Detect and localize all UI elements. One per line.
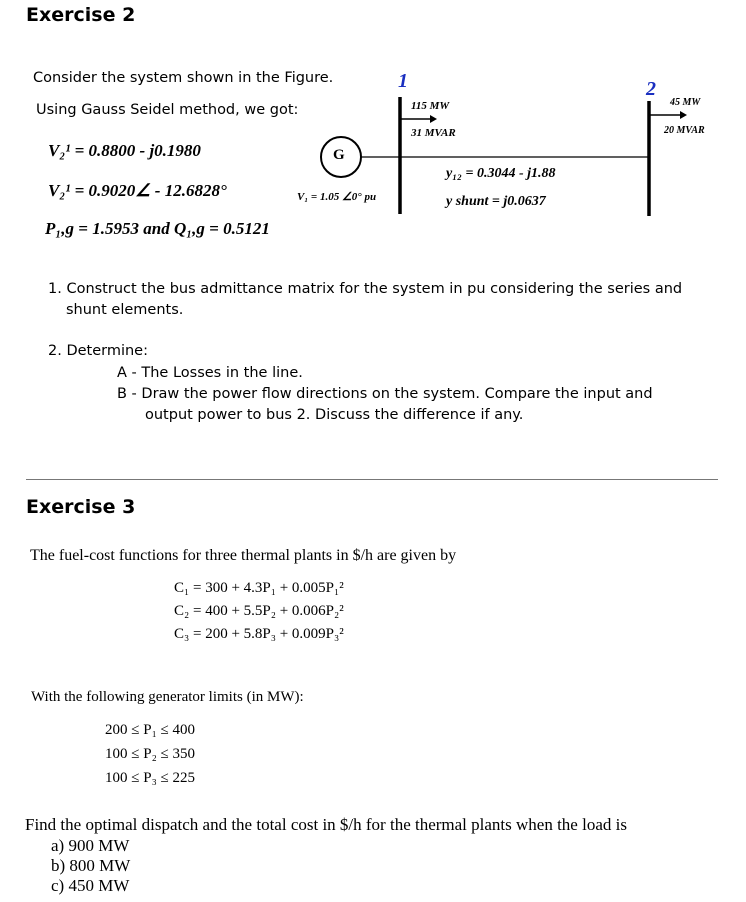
- section-divider: [26, 479, 718, 480]
- one-line-diagram: [0, 0, 746, 260]
- load-option-c: c) 450 MW: [51, 876, 130, 895]
- load-2-q: 20 MVAR: [664, 125, 705, 136]
- yshunt-label: y shunt = j0.0637: [446, 194, 546, 209]
- question-1-line-1: 1. Construct the bus admittance matrix for the system in pu considering the series and: [48, 281, 683, 297]
- question-2b-line-1: B - Draw the power flow directions on the system. Compare the input and: [117, 386, 653, 402]
- load-option-a: a) 900 MW: [51, 836, 130, 855]
- fuel-cost-intro: The fuel-cost functions for three thermal plants in $/h are given by: [30, 547, 457, 564]
- question-2a: A - The Losses in the line.: [117, 365, 303, 381]
- exercise-3-title: Exercise 3: [26, 496, 136, 518]
- v1-label: V₁ = 1.05 ∠0° pu: [297, 191, 377, 203]
- exercise-2-title: Exercise 2: [26, 4, 136, 26]
- load-option-b: b) 800 MW: [51, 856, 131, 875]
- y12-label: y₁₂ = 0.3044 - j1.88: [446, 166, 556, 181]
- equation-v2-polar: V₂¹ = 0.9020∠ - 12.6828°: [48, 181, 227, 200]
- generator-label: G: [333, 147, 345, 163]
- limit-p3: 100 ≤ P₃ ≤ 225: [105, 770, 196, 786]
- question-1-line-2: shunt elements.: [66, 302, 184, 318]
- find-text: Find the optimal dispatch and the total cost in $/h for the thermal plants when the load is: [25, 815, 627, 834]
- cost-function-1: C₁ = 300 + 4.3P₁ + 0.005P₁²: [174, 580, 344, 596]
- cost-function-2: C₂ = 400 + 5.5P₂ + 0.006P₂²: [174, 603, 344, 619]
- bus-1-label: 1: [398, 70, 408, 92]
- bus-2-label: 2: [646, 78, 656, 100]
- intro-text: Consider the system shown in the Figure.: [33, 70, 334, 86]
- limits-label: With the following generator limits (in MW):: [31, 689, 304, 705]
- question-2: 2. Determine:: [48, 343, 148, 359]
- load-1-p: 115 MW: [411, 100, 450, 112]
- method-text: Using Gauss Seidel method, we got:: [36, 102, 299, 118]
- cost-function-3: C₃ = 200 + 5.8P₃ + 0.009P₃²: [174, 626, 344, 642]
- limit-p2: 100 ≤ P₂ ≤ 350: [105, 746, 196, 762]
- equation-v2-rect: V₂¹ = 0.8800 - j0.1980: [48, 141, 201, 160]
- question-2b-line-2: output power to bus 2. Discuss the difference if any.: [145, 407, 524, 423]
- equation-p-q: P₁,g = 1.5953 and Q₁,g = 0.5121: [45, 219, 270, 238]
- limit-p1: 200 ≤ P₁ ≤ 400: [105, 722, 196, 738]
- load-1-q: 31 MVAR: [411, 127, 456, 139]
- load-2-p: 45 MW: [670, 97, 701, 108]
